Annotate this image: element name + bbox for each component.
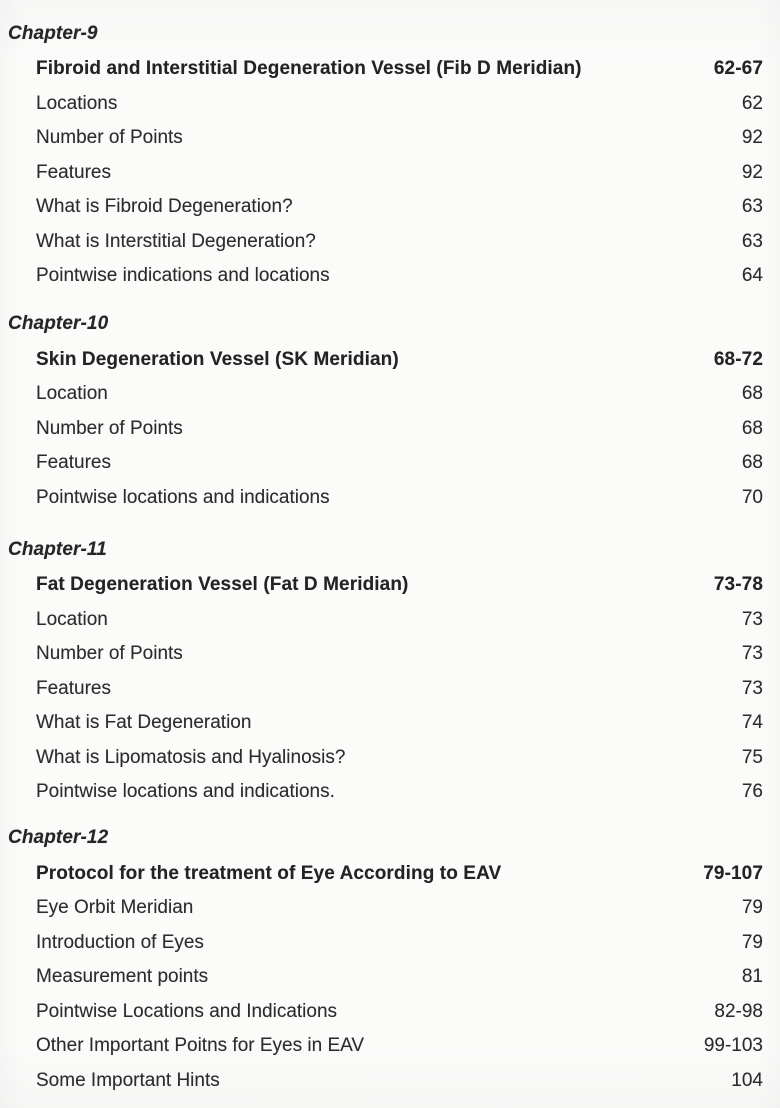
entry-label: Number of Points: [36, 417, 183, 439]
entry-page-range: 73-78: [713, 574, 763, 596]
entry-page-number: 76: [741, 781, 763, 803]
entry-page-number: 70: [741, 486, 763, 508]
entry-page-number: 99-103: [703, 1035, 763, 1057]
entry-label: Number of Points: [36, 127, 183, 149]
entry-label: Locations: [36, 92, 118, 114]
entry-page-number: 68: [741, 383, 763, 405]
chapter-heading: Chapter-10: [8, 313, 109, 334]
entry-page-number: 63: [741, 196, 763, 218]
entry-page-number: 62: [741, 92, 763, 114]
entry-label: Eye Orbit Meridian: [36, 897, 194, 919]
toc-entry: [8, 259, 763, 294]
entry-label: Introduction of Eyes: [36, 931, 204, 953]
entry-page-range: 62-67: [713, 58, 763, 80]
toc-section-chapter-10: [8, 306, 763, 516]
entry-page-number: 74: [741, 712, 763, 734]
entry-page-number: 64: [741, 265, 763, 287]
entry-label: Other Important Poitns for Eyes in EAV: [36, 1035, 365, 1057]
entry-label: Features: [36, 452, 111, 474]
toc-entry: [8, 481, 763, 516]
entry-page-number: 79: [741, 931, 763, 953]
entry-page-number: 92: [741, 161, 763, 183]
toc-entry: [8, 156, 763, 191]
toc-entry: [8, 995, 763, 1030]
entry-page-number: 73: [741, 608, 763, 630]
toc-entry: [8, 225, 763, 260]
entry-page-number: 81: [741, 966, 763, 988]
toc-entry: [8, 603, 763, 638]
entry-label: What is Interstitial Degeneration?: [36, 230, 316, 252]
toc-entry-chapter-title: [8, 857, 763, 892]
toc-entry: [8, 960, 763, 995]
entry-label: What is Fibroid Degeneration?: [36, 196, 293, 218]
toc-entry: [8, 637, 763, 672]
entry-page-number: 73: [741, 677, 763, 699]
entry-page-number: 68: [741, 452, 763, 474]
toc-entry: [8, 891, 763, 926]
toc-section-chapter-12: [8, 820, 763, 1099]
toc-entry: [8, 706, 763, 741]
chapter-heading: Chapter-9: [8, 22, 98, 44]
entry-label: Some Important Hints: [36, 1069, 220, 1091]
entry-label: Measurement points: [36, 966, 209, 988]
entry-label: What is Fat Degeneration: [36, 712, 252, 734]
entry-label: Fat Degeneration Vessel (Fat D Meridian): [36, 574, 409, 596]
entry-page-number: 68: [741, 417, 763, 439]
toc-entry: [8, 775, 763, 810]
entry-label: Pointwise locations and indications.: [36, 781, 335, 803]
chapter-heading: Chapter-11: [8, 538, 107, 560]
toc-entry: [8, 121, 763, 156]
entry-page-range: 68-72: [713, 348, 763, 370]
toc-entry: [8, 377, 763, 412]
entry-page-number: 104: [731, 1069, 763, 1091]
entry-page-number: 79: [741, 897, 763, 919]
toc-entry: [8, 87, 763, 122]
toc-entry: [8, 1064, 763, 1099]
entry-page-number: 92: [741, 127, 763, 149]
chapter-heading: Chapter-12: [8, 827, 109, 848]
toc-entry-chapter-title: [8, 52, 763, 87]
entry-label: Pointwise locations and indications: [36, 486, 330, 508]
toc-entry: [8, 926, 763, 961]
toc-section-chapter-9: [8, 15, 763, 294]
entry-label: Number of Points: [36, 643, 183, 665]
entry-label: Features: [36, 161, 111, 183]
entry-page-number: 82-98: [714, 1000, 763, 1022]
toc-entry: [8, 190, 763, 225]
toc-entry: [8, 1029, 763, 1064]
toc-entry-chapter-title: [8, 568, 763, 603]
toc-entry-chapter-title: [8, 343, 763, 378]
entry-label: Fibroid and Interstitial Degeneration Vessel (Fib D Meridian): [36, 58, 582, 80]
entry-page-number: 73: [741, 643, 763, 665]
entry-label: Features: [36, 677, 111, 699]
entry-label: What is Lipomatosis and Hyalinosis?: [36, 746, 346, 768]
toc-entry: [8, 446, 763, 481]
entry-label: Skin Degeneration Vessel (SK Meridian): [36, 348, 399, 370]
entry-label: Location: [36, 383, 108, 405]
toc-entry: [8, 672, 763, 707]
toc-entry: [8, 412, 763, 447]
entry-page-number: 75: [741, 746, 763, 768]
entry-label: Location: [36, 608, 108, 630]
toc-section-chapter-11: [8, 531, 763, 810]
entry-label: Pointwise Locations and Indications: [36, 1000, 338, 1022]
entry-label: Pointwise indications and locations: [36, 265, 330, 287]
entry-page-number: 63: [741, 230, 763, 252]
toc-entry: [8, 741, 763, 776]
entry-label: Protocol for the treatment of Eye According to EAV: [36, 862, 502, 884]
entry-page-range: 79-107: [703, 862, 763, 884]
